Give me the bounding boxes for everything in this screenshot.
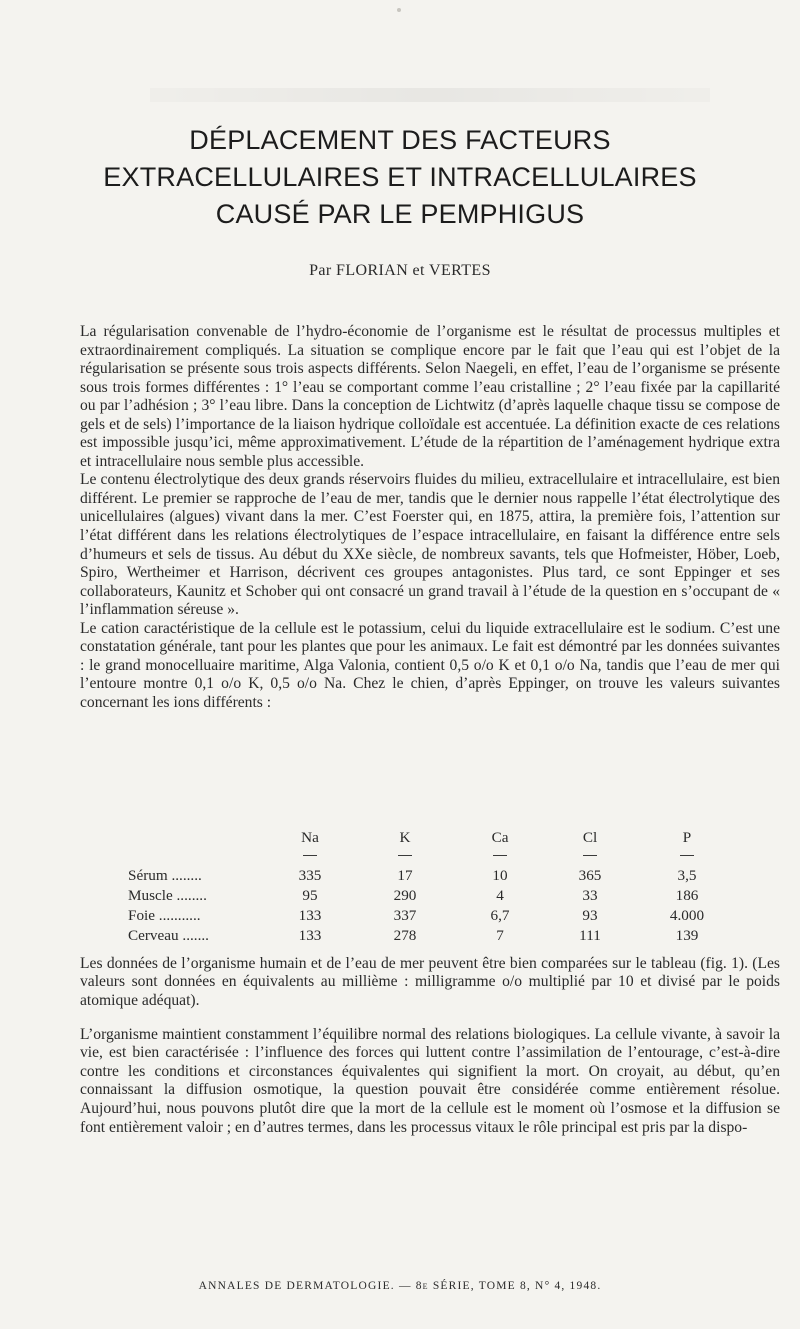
cell: 133: [298, 907, 322, 924]
ion-table-header: [120, 829, 720, 853]
paragraph-1: La régularisation convenable de l’hydro-économie de l’organisme est le résultat de processus multiples et extraordinairement compliqués. La situation se complique encore par le fait que l’eau qui est l’objet de la régularisation se présente sous trois aspects différents. Selon Naegeli, en effet, l’eau de l’organisme se présente sous trois formes différentes : 1° l’eau se comportant comme l’eau cristalline ; 2° l’eau fixée par la capillarité ou par l’adhésion ; 3° l’eau libre. Dans la conception de Lichtwitz (d’après laquelle chaque tissu se compose de gels et de sels) l’importance de la liaison hydrique colloïdale est accentuée. La définition exacte de ces relations est impossible jusqu’ici, même approximativement. L’étude de la répartition de l’aménagement hydrique extra et intracellulaire nous semble plus accessible.: [80, 323, 780, 470]
ink-speck: [397, 8, 401, 12]
cell: 4.000: [669, 907, 705, 924]
show-through-text: [150, 88, 710, 102]
row-label: Foie ...........: [128, 907, 201, 924]
cell: 133: [298, 927, 322, 944]
title-line-2: EXTRACELLULAIRES ET INTRACELLULAIRES: [103, 162, 697, 192]
cell: 93: [582, 907, 598, 924]
cell: 111: [579, 927, 601, 944]
table-row: [120, 907, 720, 927]
cell: 33: [582, 887, 598, 904]
column-header-cl: Cl: [582, 829, 598, 846]
journal-footer: ANNALES DE DERMATOLOGIE. — 8e SÉRIE, TOME 8, N° 4, 1948.: [198, 1280, 602, 1292]
paragraph-4: Les données de l’organisme humain et de l’eau de mer peuvent être bien comparées sur le tableau (fig. 1). (Les valeurs sont données en équivalents au millième : milligramme o/o multiplié par 10 et divisé par le poids atomique adéquat).: [80, 954, 780, 1009]
article-body-continued: [80, 939, 780, 1153]
cell: 3,5: [677, 867, 697, 884]
cell: 186: [675, 887, 699, 904]
row-label: Cerveau .......: [128, 927, 209, 944]
cell: 95: [302, 887, 318, 904]
cell: 278: [393, 927, 417, 944]
article-body: [80, 323, 780, 712]
cell: 17: [397, 867, 413, 884]
column-header-p: P: [682, 829, 692, 846]
cell: 139: [675, 927, 699, 944]
column-header-na: Na: [301, 829, 319, 846]
cell: 335: [298, 867, 322, 884]
table-row: [120, 867, 720, 887]
cell: 4: [496, 887, 504, 904]
article-authors: Par FLORIAN et VERTES: [309, 262, 491, 279]
column-header-ca: Ca: [491, 829, 509, 846]
paragraph-2: Le contenu électrolytique des deux grands réservoirs fluides du milieu, extracellulaire et intracellulaire, est bien différent. Le premier se rapproche de l’eau de mer, tandis que le dernier nous rappelle l’état électrolytique des unicellulaires (algues) vivant dans la mer. C’est Foerster qui, en 1875, attira, la première fois, l’attention sur l’état différent dans les relations électrolytiques de l’espace intracellulaire, en faisant la différence entre sels d’humeurs et sels de tissus. Au début du XXe siècle, de nombreux savants, tels que Hofmeister, Höber, Loeb, Spiro, Wertheimer et Harrison, décrivent ces groupes antagonistes. Plus tard, ce sont Eppinger et ses collaborateurs, Kaunitz et Schober qui ont consacré un grand travail à l’étude de la question en s’occupant de « l’inflammation séreuse ».: [80, 471, 780, 619]
title-line-1: DÉPLACEMENT DES FACTEURS: [189, 125, 611, 155]
header-dash: [303, 855, 317, 856]
table-row: [120, 887, 720, 907]
header-dash: [583, 855, 597, 856]
paragraph-5: L’organisme maintient constamment l’équilibre normal des relations biologiques. La cellule vivante, à savoir la vie, est bien caractérisée : l’influence des forces qui luttent contre l’assimilation de l’entourage, c’est-à-dire contre les conditions et circonstances équivalentes qui signifient la mort. On croyait, au début, qu’en connaissant la diffusion osmotique, la question pouvait être considérée comme entièrement résolue. Aujourd’hui, nous pouvons plutôt dire que la mort de la cellule est le moment où l’osmose et la diffusion se font entièrement valoir ; en d’autres termes, dans les processus vitaux le rôle principal est pris par la dispo-: [80, 1025, 780, 1136]
cell: 290: [393, 887, 417, 904]
cell: 365: [578, 867, 602, 884]
title-line-3: CAUSÉ PAR LE PEMPHIGUS: [215, 199, 585, 229]
cell: 10: [492, 867, 508, 884]
header-dash: [680, 855, 694, 856]
ion-table: [120, 829, 720, 947]
cell: 6,7: [490, 907, 510, 924]
row-label: Muscle ........: [128, 887, 207, 904]
header-dash: [398, 855, 412, 856]
column-header-k: K: [399, 829, 411, 846]
row-label: Sérum ........: [128, 867, 202, 884]
header-rule: [120, 853, 720, 867]
cell: 7: [496, 927, 504, 944]
header-dash: [493, 855, 507, 856]
article-title: [40, 122, 760, 233]
cell: 337: [393, 907, 417, 924]
paragraph-3: Le cation caractéristique de la cellule est le potassium, celui du liquide extracellulaire est le sodium. C’est une constatation générale, tant pour les plantes que pour les animaux. Le fait est démontré par les données suivantes : le grand monocelluaire maritime, Alga Valonia, contient 0,5 o/o K et 0,1 o/o Na, tandis que l’eau de mer qui l’entoure montre 0,1 o/o K, 0,5 o/o Na. Chez le chien, d’après Eppinger, on trouve les valeurs suivantes concernant les ions différents :: [80, 619, 780, 711]
